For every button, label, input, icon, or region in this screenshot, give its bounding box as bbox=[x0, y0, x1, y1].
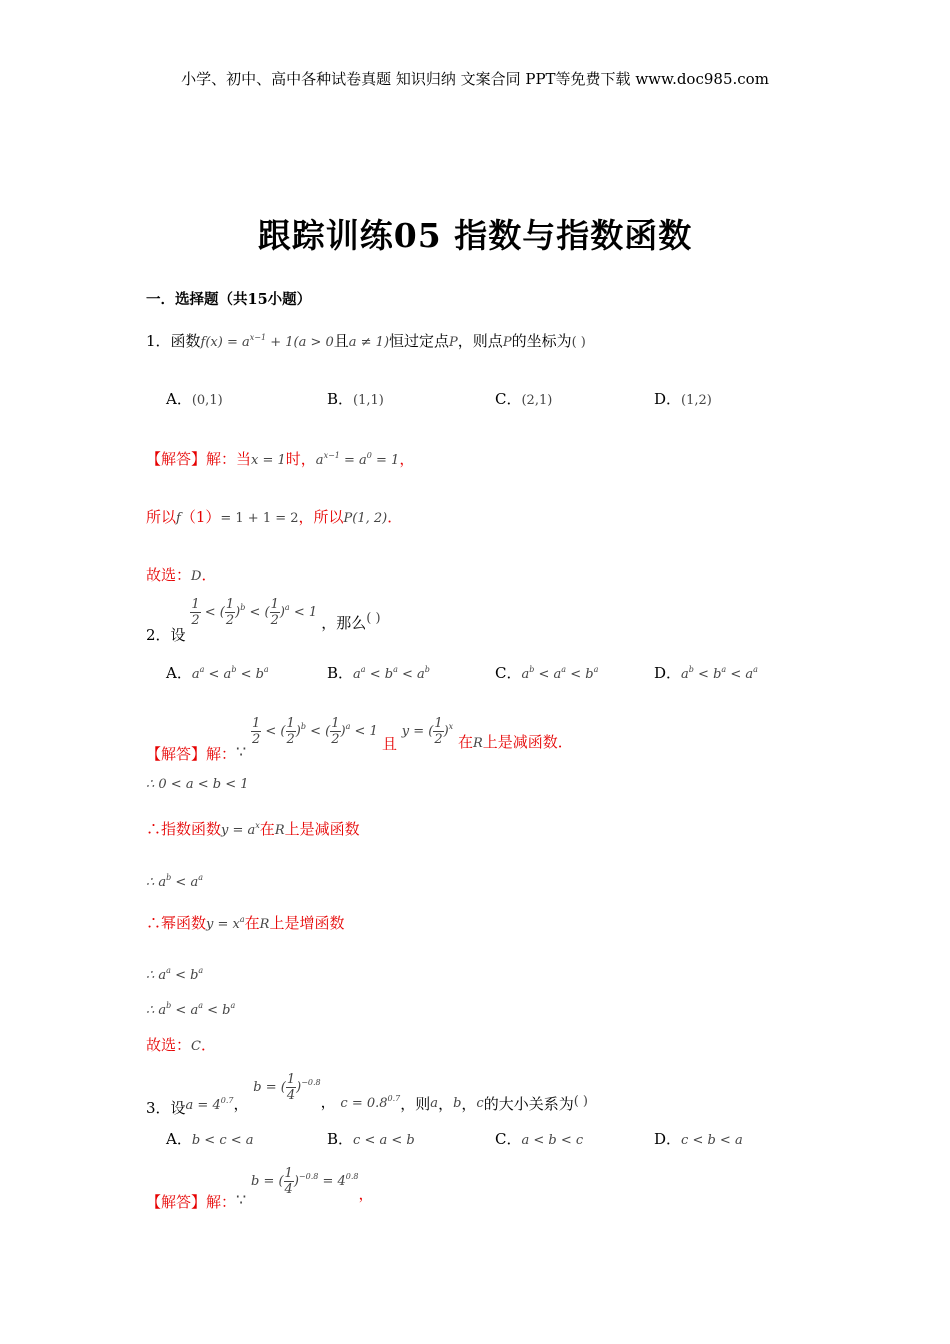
q1-option-b: B．(1,1) bbox=[327, 390, 384, 408]
q2-solution-line-6: ∴ $a^a < b^a$ bbox=[146, 966, 204, 983]
q1-number: 1．函数 bbox=[146, 332, 201, 350]
q2-option-a: A．$a^a < a^b < b^a$ bbox=[166, 664, 269, 682]
q1-option-c: C．(2,1) bbox=[495, 390, 553, 408]
q2-solution-line-1: 【解答】解：∵ $\frac{1}{2}$ < ( $\frac{1}{2}$ )$^b$ < ( $\frac{1}{2}$ )$^a$ < 1 且 y = ( $\frac{1}{2}$ )$^x$ 在R上是减函数． bbox=[146, 716, 573, 763]
q3-option-d: D．c < b < a bbox=[654, 1130, 743, 1148]
q1-option-d: D．(1,2) bbox=[654, 390, 712, 408]
q2-option-b: B．$a^a < b^a < a^b$ bbox=[327, 664, 430, 682]
question-2: 2．设 $\frac{1}{2}$ < ( $\frac{1}{2}$ )$^b$ < ( $\frac{1}{2}$ )$^a$ < 1 ，那么( ) bbox=[146, 597, 381, 644]
section-heading: 一．选择题（共15小题） bbox=[146, 291, 312, 308]
q2-solution-line-5: ∴幂函数$y = x^a$在R上是增函数 bbox=[146, 914, 345, 932]
q2-inequality: $\frac{1}{2}$ < ( $\frac{1}{2}$ )$^b$ < ( $\frac{1}{2}$ )$^a$ < 1 bbox=[191, 597, 318, 628]
q1-option-a: A．(0,1) bbox=[166, 390, 223, 408]
q2-solution-line-8: 故选：C． bbox=[146, 1036, 216, 1054]
q2-solution-line-2: ∴ 0 < a < b < 1 bbox=[146, 777, 249, 792]
document-title: 跟踪训练05 指数与指数函数 bbox=[257, 216, 693, 255]
q3-solution-line-1: 【解答】解：∵ b = ( $\frac{1}{4}$ )$^{-0.8} = 4^{0.8}$， bbox=[146, 1166, 374, 1211]
q1-text: 恒过定点 bbox=[389, 332, 450, 350]
q1-solution-line-1: 【解答】解：当x = 1时，$a^{x-1} = a^0 = 1$， bbox=[146, 450, 415, 468]
q1-text-3: 的坐标为 bbox=[511, 332, 572, 350]
q3-option-c: C．a < b < c bbox=[495, 1130, 584, 1148]
q2-solution-line-4: ∴ $a^b < a^a$ bbox=[146, 873, 203, 890]
q2-option-c: C．$a^b < a^a < b^a$ bbox=[495, 664, 599, 682]
q1-solution-line-2: 所以f（1）= 1 + 1 = 2，所以P(1, 2)． bbox=[146, 508, 403, 526]
q1-point-p: P bbox=[449, 335, 458, 350]
question-1 bbox=[146, 330, 586, 351]
q1-answer-blank: ( ) bbox=[571, 335, 586, 350]
q1-text-2: ，则点 bbox=[457, 332, 503, 350]
question-3: 3．设$a = 4^{0.7}$， b = ( $\frac{1}{4}$ )$^{-0.8}$， $c = 0.8^{0.7}$，则a，b，c的大小关系为( ) bbox=[146, 1072, 588, 1117]
q1-condition: a ≠ 1) bbox=[348, 335, 390, 350]
q1-function: $f(x) = a^{x-1} + 1(a > 0$ bbox=[200, 333, 334, 350]
q2-solution-line-3: ∴指数函数$y = a^x$在R上是减函数 bbox=[146, 820, 360, 838]
q3-option-a: A．b < c < a bbox=[166, 1130, 254, 1148]
q1-solution-line-3: 故选：D． bbox=[146, 566, 217, 584]
q2-option-d: D．$a^b < b^a < a^a$ bbox=[654, 664, 758, 682]
q2-solution-line-7: ∴ $a^b < a^a < b^a$ bbox=[146, 1001, 236, 1018]
q1-and: 且 bbox=[333, 332, 349, 350]
q3-option-b: B．c < a < b bbox=[327, 1130, 415, 1148]
q1-point-p-2: P bbox=[502, 335, 512, 350]
page-header: 小学、初中、高中各种试卷真题 知识归纳 文案合同 PPT等免费下载 www.doc985.com bbox=[181, 70, 769, 88]
